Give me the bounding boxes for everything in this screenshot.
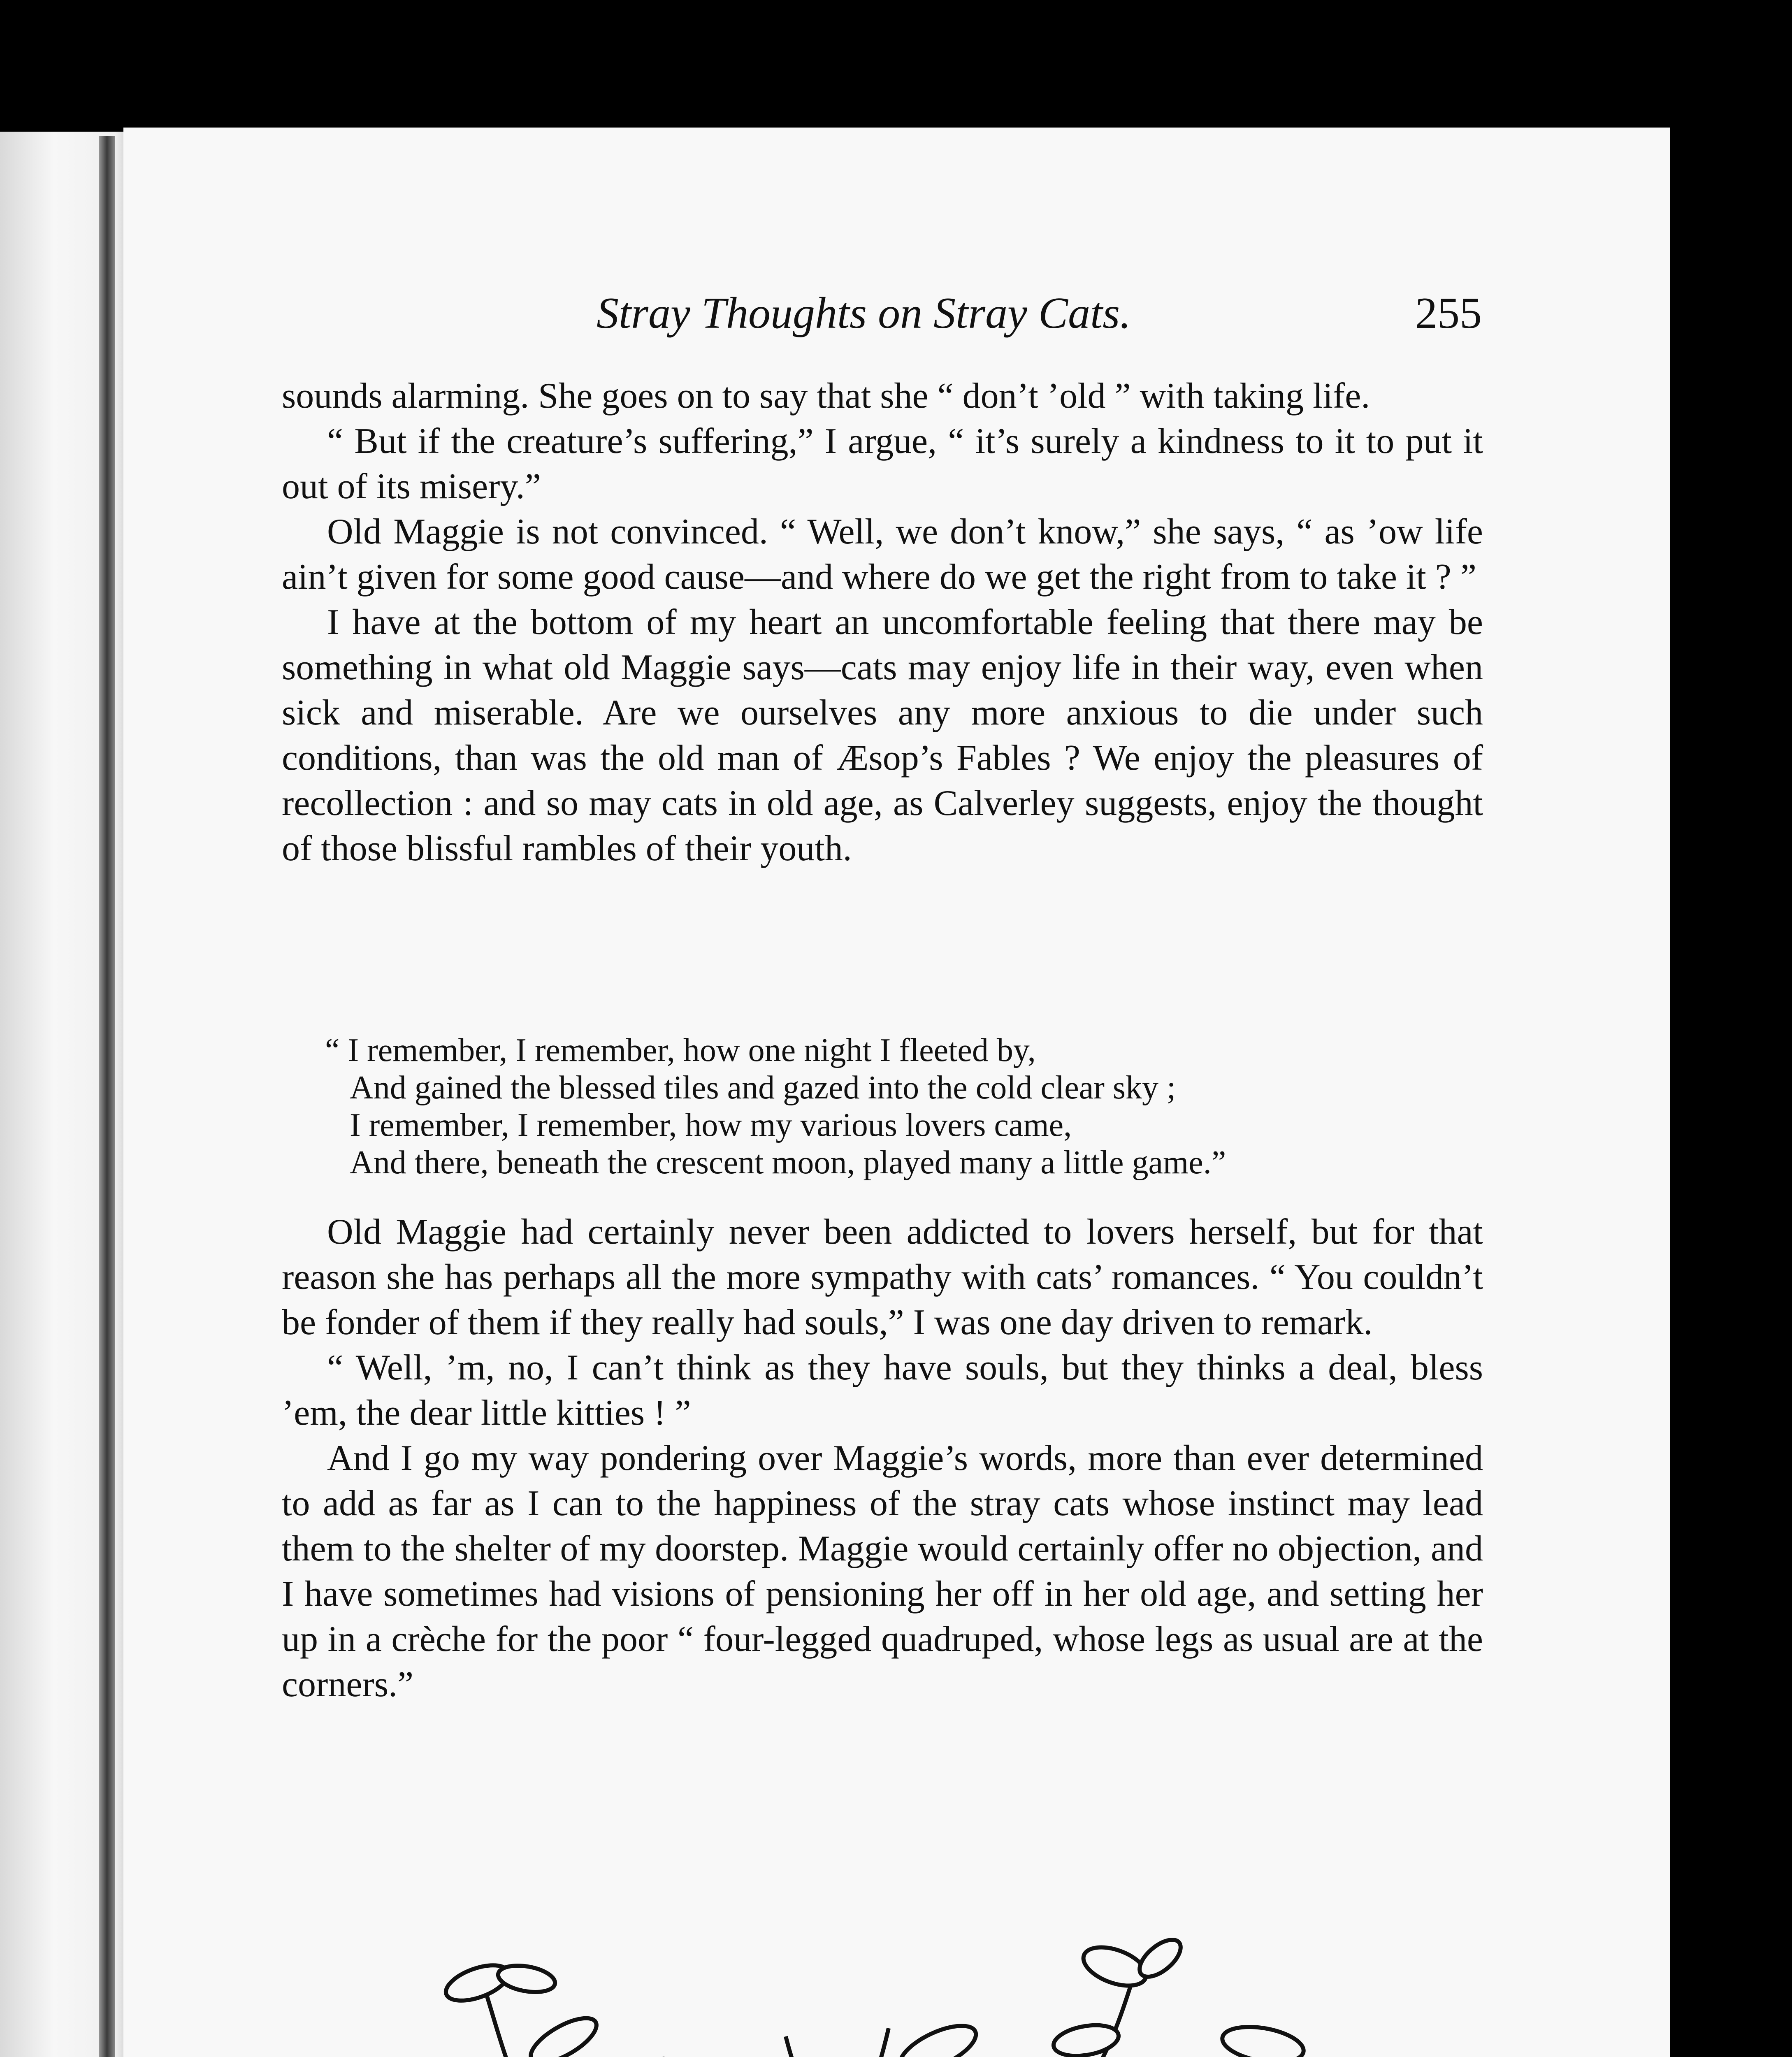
book-gutter (99, 136, 115, 2057)
paragraph: Old Maggie had certainly never been addicted to lovers herself, but for that reason she has perhaps all the more sympathy with cats’ romances. “ You couldn’t be fonder of them if they really had souls,” I was one day driven to remark. (282, 1212, 1483, 1342)
paragraph: “ Well, ’m, no, I can’t think as they have souls, but they thinks a deal, bless ’em, the dear little kitties ! ” (282, 1348, 1483, 1433)
paragraph: Old Maggie is not convinced. “ Well, we don’t know,” she says, “ as ’ow life ain’t given for some good cause—and where do we get the right from to take it ? ” (282, 512, 1483, 597)
snowdrop-flowers-icon (333, 1934, 1452, 2057)
left-page-edge (0, 132, 136, 2057)
paragraph: sounds alarming. She goes on to say that she “ don’t ’old ” with taking life. (282, 376, 1370, 416)
page-number: 255 (1415, 289, 1482, 338)
body-text-bottom (282, 1210, 1483, 1707)
paragraph: “ But if the creature’s suffering,” I argue, “ it’s surely a kindness to it to put it out of its misery.” (282, 421, 1483, 506)
verse-line: And there, beneath the crescent moon, played many a little game.” (350, 1145, 1226, 1181)
paragraph: I have at the bottom of my heart an uncomfortable feeling that there may be something in what old Maggie says—cats may enjoy life in their way, even when sick and miserable. Are we ourselves any more anxious to die under such conditions, than was the old man of Æsop’s Fables ? We enjoy the pleasures of recollection : and so may cats in old age, as Calverley suggests, enjoy the thought of those blissful rambles of their youth. (282, 602, 1483, 868)
body-text-top (282, 374, 1483, 871)
verse-line: And gained the blessed tiles and gazed into the cold clear sky ; (350, 1070, 1176, 1106)
verse-line: “ I remember, I remember, how one night I fleeted by, (325, 1032, 1036, 1068)
verse-quotation (325, 1032, 1489, 1182)
verse-line: I remember, I remember, how my various lovers came, (350, 1107, 1072, 1143)
paragraph: And I go my way pondering over Maggie’s words, more than ever determined to add as far as I can to the happiness of the stray cats whose instinct may lead them to the shelter of my doorstep. Maggie would certainly offer no objection, and I have sometimes had visions of pensioning her off in her old age, and setting her up in a crèche for the poor “ four-legged quadruped, whose legs as usual are at the corners.” (282, 1438, 1483, 1704)
running-title: Stray Thoughts on Stray Cats. (597, 289, 1131, 338)
